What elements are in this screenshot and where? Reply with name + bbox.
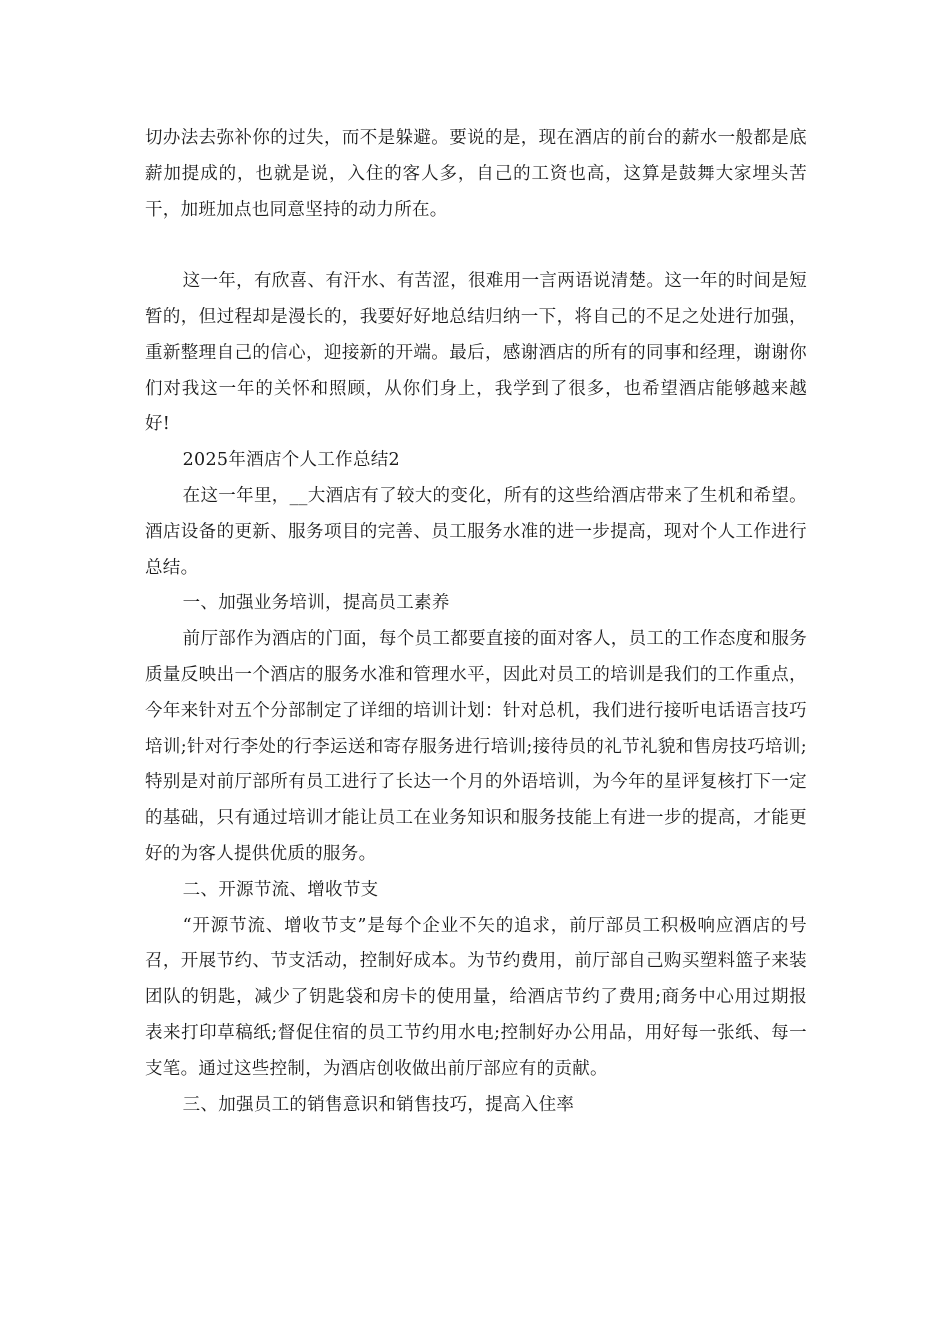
paragraph-intro: 在这一年里，__大酒店有了较大的变化，所有的这些给酒店带来了生机和希望。酒店设备的更新、服务项目的完善、员工服务水准的进一步提高，现对个人工作进行总结。 bbox=[145, 485, 807, 578]
heading-cost-saving: 二、开源节流、增收节支 bbox=[182, 879, 379, 900]
section-title: 2025年酒店个人工作总结2 bbox=[182, 450, 400, 471]
paragraph-year-summary: 这一年，有欣喜、有汗水、有苦涩，很难用一言两语说清楚。这一年的时间是短暂的，但过程却是漫长的，我要好好地总结归纳一下，将自己的不足之处进行加强，重新整理自己的信心，迎接新的开端。最后，感谢酒店的所有的同事和经理，谢谢你们对我这一年的关怀和照顾，从你们身上，我学到了很多，也希望酒店能够越来越好! bbox=[145, 271, 807, 435]
document-body bbox=[145, 121, 807, 1123]
paragraph-cost-saving: “开源节流、增收节支”是每个企业不矢的追求，前厅部员工积极响应酒店的号召，开展节约、节支活动，控制好成本。为节约费用，前厅部自己购买塑料篮子来装团队的钥匙，减少了钥匙袋和房卡的使用量，给酒店节约了费用;商务中心用过期报表来打印草稿纸;督促住宿的员工节约用水电;控制好办公用品，用好每一张纸、每一支笔。通过这些控制，为酒店创收做出前厅部应有的贡献。 bbox=[145, 915, 807, 1079]
paragraph-gap bbox=[145, 228, 807, 264]
heading-sales: 三、加强员工的销售意识和销售技巧，提高入住率 bbox=[182, 1094, 575, 1115]
paragraph-training: 前厅部作为酒店的门面，每个员工都要直接的面对客人，员工的工作态度和服务质量反映出一个酒店的服务水准和管理水平，因此对员工的培训是我们的工作重点，今年来针对五个分部制定了详细的培训计划：针对总机，我们进行接听电话语言技巧培训;针对行李处的行李运送和寄存服务进行培训;接待员的礼节礼貌和售房技巧培训;特别是对前厅部所有员工进行了长达一个月的外语培训，为今年的星评复核打下一定的基础，只有通过培训才能让员工在业务知识和服务技能上有进一步的提高，才能更好的为客人提供优质的服务。 bbox=[145, 629, 807, 864]
paragraph-continuation: 切办法去弥补你的过失，而不是躲避。要说的是，现在酒店的前台的薪水一般都是底薪加提成的，也就是说，入住的客人多，自己的工资也高，这算是鼓舞大家埋头苦干，加班加点也同意坚持的动力所在。 bbox=[145, 128, 807, 220]
heading-training: 一、加强业务培训，提高员工素养 bbox=[182, 593, 450, 614]
